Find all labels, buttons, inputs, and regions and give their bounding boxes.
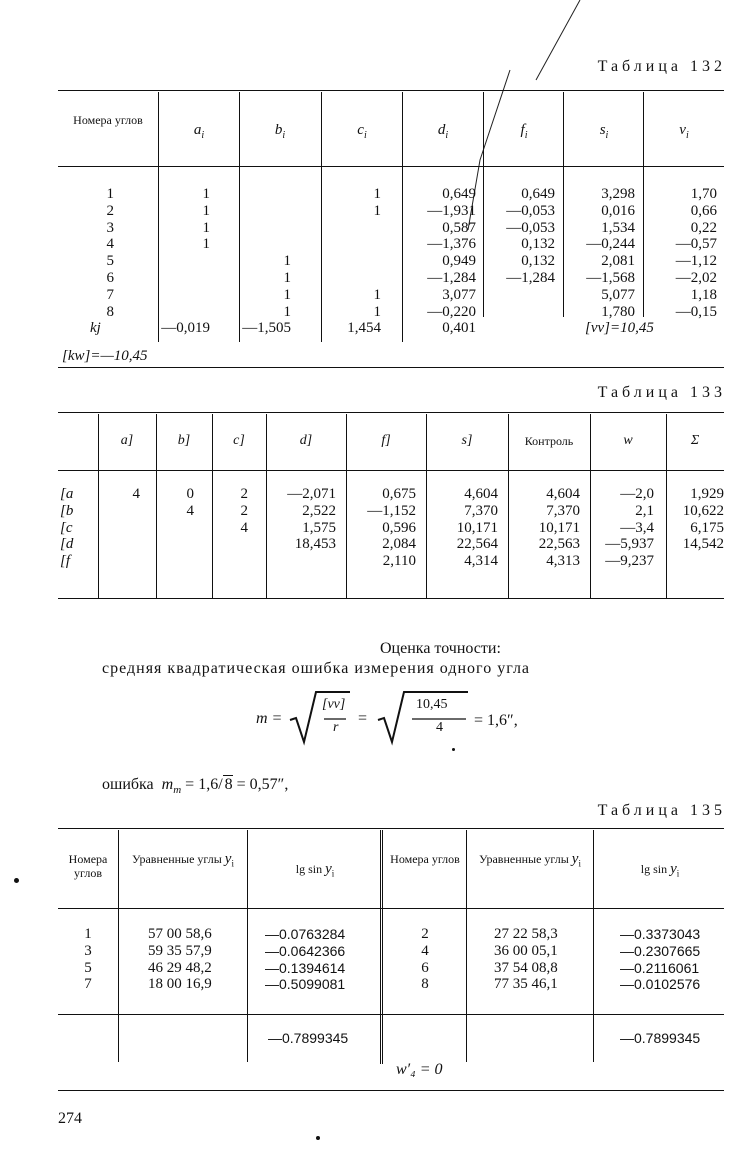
t135-cell: 36 00 05,1 — [494, 942, 558, 959]
t132-cell: 6 — [106, 269, 114, 286]
t135-cell: 59 35 57,9 — [148, 942, 212, 959]
t132-cell: 0,132 — [521, 236, 555, 253]
accuracy-title: Оценка точности: — [380, 640, 501, 657]
t133-cell — [100, 536, 140, 553]
t132-cell — [241, 220, 291, 237]
t135-header-num-1: Номера углов — [68, 852, 108, 880]
t133-cell: 4 — [186, 502, 194, 519]
t132-header-d: $d_i$ — [437, 122, 449, 141]
t135-col-num-2 — [386, 926, 464, 993]
t135-cell: 77 35 46,1 — [494, 976, 558, 993]
t135-sum-2: —0.7899345 — [620, 1030, 701, 1046]
t132-cell: 1 — [283, 253, 291, 270]
t132-cell: 0,649 — [442, 186, 476, 202]
t133-cell — [214, 536, 248, 553]
formula-eq: = — [358, 710, 368, 727]
accuracy-subtitle: средняя квадратическая ошибка измерения одного угла — [102, 660, 531, 677]
t133-cell: —2,0 — [620, 486, 654, 502]
t135-cell: 37 54 08,8 — [494, 959, 558, 976]
t133-col-a — [100, 486, 140, 570]
t133-cell: 7,370 — [546, 502, 580, 519]
t133-cell — [100, 520, 140, 537]
t132-cell: —1,931 — [427, 202, 476, 219]
t132-cell: 0,016 — [601, 202, 635, 219]
table-132-bottom-rule — [58, 367, 724, 368]
formula-result: = 1,6″, — [474, 712, 518, 729]
table-133-caption: Таблица 133 — [597, 384, 726, 401]
t132-cell — [485, 304, 555, 321]
t132-cell: 0,649 — [521, 186, 555, 202]
t132-cell: —1,284 — [506, 269, 555, 286]
t132-col-num — [60, 186, 114, 320]
t135-col-num-1 — [60, 926, 116, 993]
t132-cell: 3,077 — [442, 286, 476, 303]
t132-cell: 1 — [283, 303, 291, 320]
t133-col-c — [214, 486, 248, 570]
t133-cell: —9,237 — [605, 553, 654, 570]
t132-cell — [485, 287, 555, 304]
t132-cell: —2,02 — [675, 269, 717, 286]
t135-header-angles-1: Уравненные углы $y_i$ — [132, 851, 234, 869]
t135-cell: 4 — [421, 942, 429, 959]
t133-cell: 10,171 — [538, 519, 580, 536]
t135-cell: —0.0763284 — [265, 926, 346, 942]
t132-cell: 1 — [202, 236, 210, 253]
t132-cell: —0,053 — [506, 202, 555, 219]
t132-cell — [323, 270, 381, 287]
t132-cell — [241, 203, 291, 220]
t133-cell: 0,596 — [382, 519, 416, 536]
t133-cell: 2 — [240, 502, 248, 519]
t132-cell: 0,401 — [442, 320, 476, 337]
t135-col-angles-1 — [148, 926, 212, 993]
t132-cell: 8 — [106, 303, 114, 320]
t135-cell: —0.5099081 — [265, 976, 346, 993]
t135-header-num-2: Номера углов — [390, 852, 460, 866]
t133-header-cell: a] — [120, 433, 134, 448]
t132-cell: —0,053 — [506, 219, 555, 236]
t132-cell — [323, 220, 381, 237]
t132-cell — [160, 270, 210, 287]
t132-cell: 7 — [106, 286, 114, 303]
table-132-caption: Таблица 132 — [597, 58, 726, 75]
t135-cell: 6 — [421, 959, 429, 976]
t132-cell: 0,22 — [690, 219, 717, 236]
t132-cell: 0,66 — [690, 202, 717, 219]
t132-cell: —1,284 — [427, 269, 476, 286]
t132-cell: 1,780 — [601, 303, 635, 320]
t132-cell: 4 — [106, 236, 114, 253]
t132-cell: —0,15 — [675, 303, 717, 320]
t132-cell: 1 — [202, 202, 210, 219]
t133-cell: 10,622 — [682, 502, 724, 519]
t133-cell — [214, 553, 248, 570]
t132-cell: —0,57 — [675, 236, 717, 253]
t133-cell: —3,4 — [620, 519, 654, 536]
t133-header-cell: w — [623, 433, 633, 448]
t135-cell: 18 00 16,9 — [148, 976, 212, 993]
t133-cell — [100, 503, 140, 520]
t135-col-angles-2 — [494, 926, 558, 993]
t132-cell: 1 — [106, 186, 114, 202]
t132-cell: 0,949 — [442, 253, 476, 270]
t132-cell: 1 — [373, 286, 381, 303]
t133-cell: 6,175 — [690, 519, 724, 536]
t133-cell: 4,604 — [546, 486, 580, 502]
t132-cell: —1,568 — [586, 269, 635, 286]
t133-cell: 2,110 — [382, 553, 416, 570]
t132-kw: [kw]=—10,45 — [62, 348, 148, 364]
t133-header-cell: f] — [381, 433, 391, 448]
t133-cell: 2,084 — [382, 536, 416, 553]
t135-cell: 8 — [421, 976, 429, 993]
t132-col-a — [160, 186, 210, 337]
t132-cell: 3,298 — [601, 186, 635, 202]
t132-cell: 1 — [373, 186, 381, 202]
t135-cell: 3 — [84, 942, 92, 959]
t132-header-c: $c_i$ — [357, 122, 367, 141]
t133-col-s — [428, 486, 498, 570]
t133-header-cell: c] — [233, 433, 245, 448]
t133-cell: —2,071 — [287, 486, 336, 502]
t133-row-label: [d — [60, 536, 74, 553]
t132-cell: —0,019 — [161, 320, 210, 337]
t132-col-f — [485, 186, 555, 320]
t132-cell: 1 — [202, 186, 210, 202]
t132-cell: 5 — [106, 253, 114, 270]
t133-cell — [158, 520, 194, 537]
print-dot — [316, 1136, 320, 1140]
t133-header-cell: Σ — [690, 433, 700, 448]
t133-row-label: [a — [60, 486, 74, 502]
t132-cell — [160, 253, 210, 270]
t133-col-d — [268, 486, 336, 570]
t135-cell: —0.1394614 — [265, 959, 346, 976]
t133-cell: 10,171 — [456, 519, 498, 536]
t132-cell: 1,534 — [601, 219, 635, 236]
t132-cell: —1,376 — [427, 236, 476, 253]
t132-cell: 0,587 — [442, 219, 476, 236]
t132-col-b — [241, 186, 291, 337]
t132-cell: 2 — [106, 202, 114, 219]
t132-cell — [241, 186, 291, 203]
t132-vv-sum: [vv]=10,45 — [585, 320, 654, 336]
t135-cell: —0.0102576 — [620, 976, 701, 993]
t135-cell: 7 — [84, 976, 92, 993]
t133-cell: 0 — [186, 486, 194, 502]
t133-col-control — [510, 486, 580, 570]
t135-header-angles-2: Уравненные углы $y_i$ — [479, 851, 581, 869]
t135-cell: 1 — [84, 926, 92, 942]
t133-row-label: [f — [60, 553, 71, 570]
page-number: 274 — [58, 1110, 82, 1127]
t133-cell — [668, 553, 724, 570]
t135-header-lg-2: $\lg \sin y_i$ — [640, 861, 680, 879]
t132-cell: 1 — [202, 219, 210, 236]
t133-cell: 2,522 — [302, 502, 336, 519]
t135-cell: —0.2116061 — [620, 959, 700, 976]
t132-cell — [323, 253, 381, 270]
print-dot — [14, 878, 19, 883]
t133-cell: 4,604 — [464, 486, 498, 502]
t132-cell — [241, 236, 291, 253]
t133-cell: 22,563 — [538, 536, 580, 553]
t132-cell: 5,077 — [601, 286, 635, 303]
t135-cell: 5 — [84, 959, 92, 976]
t135-cell: 57 00 58,6 — [148, 926, 212, 942]
t132-header-v: $v_i$ — [679, 122, 689, 141]
t133-col-f — [348, 486, 416, 570]
t135-cell: —0.3373043 — [620, 926, 701, 942]
t133-cell: 1,575 — [302, 519, 336, 536]
t135-cell: —0.2307665 — [620, 942, 701, 959]
t133-cell: 2 — [240, 486, 248, 502]
t133-header-cell: d] — [299, 433, 313, 448]
t132-cell: —1,12 — [675, 253, 717, 270]
t132-cell: 3 — [106, 219, 114, 236]
t132-cell: 2,081 — [601, 253, 635, 270]
t133-cell: —5,937 — [605, 536, 654, 553]
t133-col-b — [158, 486, 194, 570]
t132-cell: 1 — [373, 202, 381, 219]
t132-cell — [323, 236, 381, 253]
t133-cell: 7,370 — [464, 502, 498, 519]
t132-cell: —0,244 — [586, 236, 635, 253]
t132-col-d — [404, 186, 476, 337]
t133-cell: 1,929 — [690, 486, 724, 502]
t135-header-lg-1: $\lg \sin y_i$ — [295, 861, 335, 879]
formula-r: r — [333, 720, 339, 735]
t132-kj-label: kj — [90, 320, 101, 336]
t132-cell: 1,70 — [690, 186, 717, 202]
t132-col-s — [565, 186, 635, 320]
t133-cell: 22,564 — [456, 536, 498, 553]
t132-cell — [160, 304, 210, 321]
t132-header-s: $s_i$ — [599, 122, 609, 141]
t133-cell: —1,152 — [367, 502, 416, 519]
t133-cell: 4,313 — [546, 553, 580, 570]
t133-row-label: [c — [60, 519, 73, 536]
t135-sum-1: —0.7899345 — [268, 1030, 349, 1046]
t133-cell: 2,1 — [635, 502, 654, 519]
t133-cell: 0,675 — [382, 486, 416, 502]
t132-cell: 1 — [283, 286, 291, 303]
t133-header-cell: Контроль — [524, 434, 574, 448]
table-132-top-rule — [58, 90, 724, 91]
t133-cell — [158, 536, 194, 553]
t135-cell: 2 — [421, 926, 429, 942]
t133-row-labels — [60, 486, 96, 570]
t132-header-b: $b_i$ — [274, 122, 286, 141]
error-line: ошибка $m_m = 1,6/$ 8 = 0,57″, — [102, 776, 289, 797]
t132-header-f: $f_i$ — [520, 122, 528, 141]
table-135-caption: Таблица 135 — [597, 802, 726, 819]
t132-cell: —1,505 — [242, 320, 291, 337]
t132-cell: 1,18 — [690, 286, 717, 303]
t135-cell: —0.0642366 — [265, 942, 346, 959]
t133-cell — [158, 553, 194, 570]
t135-col-lg-2 — [620, 926, 700, 993]
t133-cell: 4 — [240, 519, 248, 536]
formula-m: m = — [256, 710, 283, 727]
t133-col-w — [592, 486, 654, 570]
t132-cell: —0,220 — [427, 303, 476, 320]
t133-row-label: [b — [60, 502, 74, 519]
t133-cell — [100, 553, 140, 570]
t132-cell: 0,132 — [521, 253, 555, 270]
t133-col-sum — [668, 486, 724, 570]
t132-col-v — [645, 186, 717, 320]
t133-header-cell: b] — [177, 433, 191, 448]
formula-num: 10,45 — [416, 697, 448, 712]
t132-header-a: $a_i$ — [193, 122, 205, 141]
t133-cell: 14,542 — [682, 536, 724, 553]
t135-cell: 46 29 48,2 — [148, 959, 212, 976]
formula-vv: [vv] — [322, 697, 346, 712]
t132-cell — [160, 287, 210, 304]
t135-w4: w′₄ = 0 — [396, 1061, 443, 1078]
t132-header-num: Номера углов — [73, 113, 143, 127]
t132-cell: 1,454 — [347, 320, 381, 337]
t133-cell: 4 — [132, 486, 140, 502]
t132-cell: 1 — [373, 303, 381, 320]
t133-cell: 4,314 — [464, 553, 498, 570]
t133-header-cell: s] — [461, 433, 473, 448]
t133-cell — [268, 553, 336, 570]
t132-cell: 1 — [283, 269, 291, 286]
t132-col-c — [323, 186, 381, 337]
t135-cell: 27 22 58,3 — [494, 926, 558, 942]
t135-col-lg-1 — [265, 926, 345, 993]
t133-cell: 18,453 — [294, 536, 336, 553]
formula-den: 4 — [436, 720, 443, 735]
